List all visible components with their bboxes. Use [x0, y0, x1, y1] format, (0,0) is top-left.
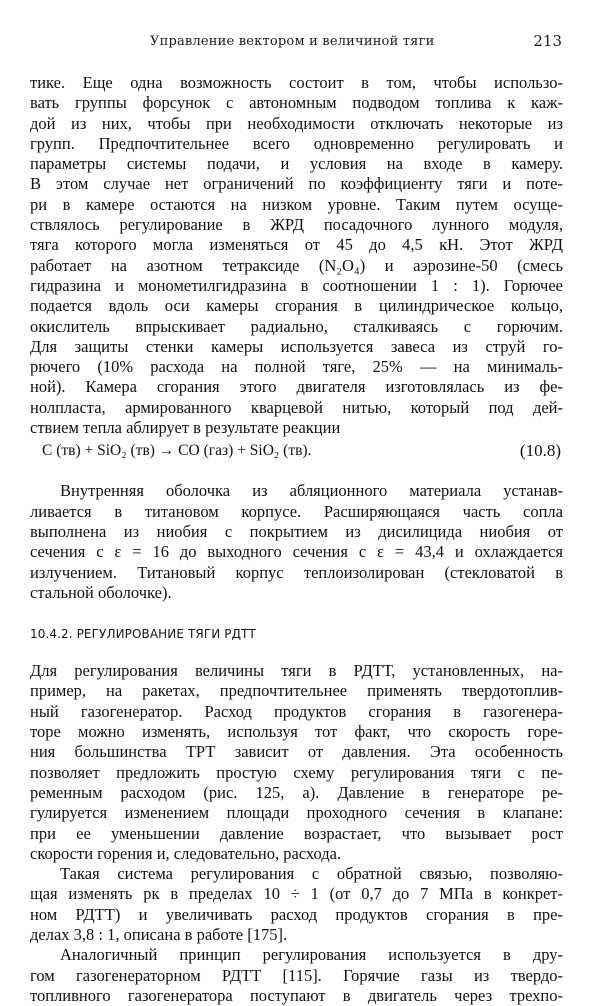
- text-line: работает на азотном тетраксиде (N₂O₄) и аэрозине-50 (смесь: [30, 255, 563, 275]
- text-line: Такая система регулирования с обратной связью, позволяю-: [60, 864, 563, 884]
- text-line: выполнена из ниобия с покрытием из дисилицида ниобия от: [30, 521, 563, 541]
- text-line: В этом случае нет ограничений по коэффициенту тяги и поте-: [30, 174, 563, 194]
- text-line: рючего (10% расхода на полной тяге, 25% — на минималь-: [30, 357, 563, 377]
- text-line: при ее уменьшении давление возрастает, что вызывает рост: [30, 823, 563, 843]
- text-line: ствием тепла аблирует в результате реакции: [30, 418, 341, 438]
- running-title: Управление вектором и величиной тяги: [150, 34, 435, 49]
- text-line: вать группы форсунок с автономным подводом топлива к каж-: [30, 93, 563, 113]
- text-line: ствлялось регулирование в ЖРД посадочного лунного модуля,: [30, 215, 563, 235]
- text-line: гулируется изменением площади проходного сечения в клапане:: [30, 803, 563, 823]
- text-line: ной). Камера сгорания этого двигателя изготовлялась из фе-: [30, 377, 563, 397]
- text-line: пример, на ракетах, предпочтительнее применять твердотоплив-: [30, 681, 563, 701]
- text-line: гом газогенераторном РДТТ [115]. Горячие газы из твердо-: [30, 965, 563, 985]
- paragraph-5: [30, 945, 563, 1006]
- text-line: параметры системы подачи, и условия на входе в камеру.: [30, 154, 563, 174]
- equation-expression: C (тв) + SiO₂ (тв) → CO (газ) + SiO₂ (тв).: [42, 442, 312, 460]
- text-line: тяга которого могла изменяться от 45 до 4,5 кН. Этот ЖРД: [30, 235, 563, 255]
- text-line: ный газогенератор. Расход продуктов сгорания в газогенера-: [30, 701, 563, 721]
- text-line: позволяет предложить простую схему регулирования тяги с пе-: [30, 762, 563, 782]
- text-line: делах 3,8 : 1, описана в работе [175].: [30, 924, 288, 944]
- text-line: стальной оболочке).: [30, 582, 172, 602]
- text-line: окислитель впрыскивает радиально, сталкиваясь с горючим.: [30, 316, 563, 336]
- text-line: излучением. Титановый корпус теплоизолирован (стекловатой в: [30, 562, 563, 582]
- text-line: скорости горения и, следовательно, расхода.: [30, 843, 342, 863]
- text-line: торе можно изменять, используя тот факт, что скорость горе-: [30, 722, 563, 742]
- page-body: [30, 73, 563, 1006]
- paragraph-1: [30, 73, 563, 438]
- section-heading: 10.4.2. РЕГУЛИРОВАНИЕ ТЯГИ РДТТ: [30, 627, 256, 642]
- text-line: Внутренняя оболочка из абляционного материала устанав-: [60, 481, 563, 501]
- text-line: Аналогичный принцип регулирования используется в дру-: [60, 945, 563, 965]
- text-line: Для защиты стенки камеры используется завеса из струй го-: [30, 336, 563, 356]
- equation-number: (10.8): [519, 441, 561, 461]
- text-line: нолпласта, армированного кварцевой нитью, который под дей-: [30, 397, 563, 417]
- equation-10-8: [30, 441, 563, 463]
- text-line: групп. Предпочтительнее всего одновременно регулировать и: [30, 133, 563, 153]
- text-line: дой из них, чтобы при необходимости отключать некоторые из: [30, 113, 563, 133]
- text-line: ливается в титановом корпусе. Расширяющаяся часть сопла: [30, 501, 563, 521]
- paragraph-4: [30, 864, 563, 945]
- text-line: ри в камере остаются на низком уровне. Таким путем осуще-: [30, 194, 563, 214]
- text-line: ном РДТТ) и увеличивать расход продуктов сгорания в пре-: [30, 904, 563, 924]
- text-line: Для регулирования величины тяги в РДТТ, установленных, на-: [30, 661, 563, 681]
- text-line: тике. Еще одна возможность состоит в том, чтобы использо-: [30, 73, 563, 92]
- text-line: ния большинства ТРТ зависит от давления. Эта особенность: [30, 742, 563, 762]
- text-line: ременным расходом (рис. 125, а). Давление в генераторе ре-: [30, 782, 563, 802]
- page-number: 213: [533, 32, 562, 50]
- text-line: гидразина и монометилгидразина в соотношении 1 : 1). Горючее: [30, 275, 563, 295]
- text-line: топливного газогенератора поступают в двигатель через трехпо-: [30, 985, 563, 1005]
- text-line: сечения с ε = 16 до выходного сечения с ε = 43,4 и охлаждается: [30, 542, 563, 562]
- text-line: щая изменять pк в пределах 10 ÷ 1 (от 0,7 до 7 МПа в конкрет-: [30, 884, 563, 904]
- text-line: подается вдоль оси камеры сгорания в цилиндрическое кольцо,: [30, 296, 563, 316]
- paragraph-2: [30, 481, 563, 603]
- paragraph-3: [30, 661, 563, 864]
